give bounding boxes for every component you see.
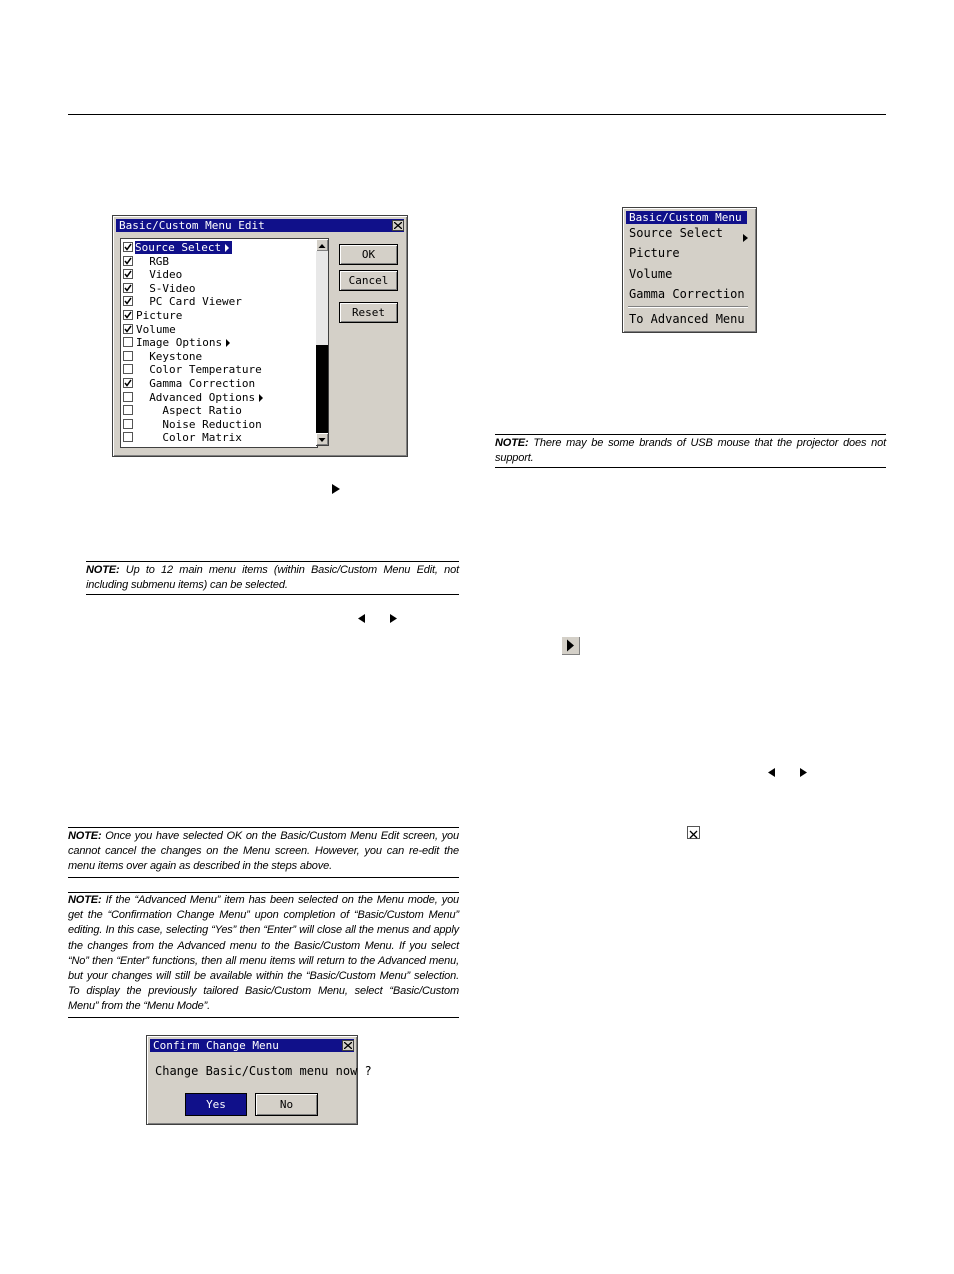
menu-item-to-advanced[interactable]: To Advanced Menu xyxy=(629,312,745,326)
checkbox[interactable] xyxy=(123,364,133,374)
menu-item-gamma-correction[interactable]: Gamma Correction xyxy=(629,287,745,301)
list-item-label: S-Video xyxy=(149,281,196,295)
check-icon xyxy=(124,379,132,387)
note-rule xyxy=(495,467,886,468)
checkbox-checked[interactable] xyxy=(123,324,133,334)
list-item[interactable] xyxy=(121,309,317,322)
list-item-label: RGB xyxy=(149,254,170,268)
reset-button[interactable]: Reset xyxy=(339,302,398,323)
ok-button[interactable]: OK xyxy=(339,244,398,265)
list-item[interactable] xyxy=(121,255,317,268)
list-item[interactable] xyxy=(121,431,317,444)
checkbox-checked[interactable] xyxy=(123,296,133,306)
note-rule xyxy=(68,877,459,878)
menu-separator xyxy=(628,306,748,308)
list-item[interactable] xyxy=(121,418,317,431)
list-item[interactable] xyxy=(121,350,317,363)
note-label: NOTE: xyxy=(68,830,102,842)
yes-button[interactable]: Yes xyxy=(185,1093,247,1116)
list-item-label: Volume xyxy=(136,322,176,336)
note-rule xyxy=(86,594,459,595)
close-icon[interactable] xyxy=(392,220,404,231)
list-item[interactable] xyxy=(121,336,317,349)
confirm-title: Confirm Change Menu xyxy=(150,1039,354,1052)
check-icon xyxy=(124,243,132,251)
list-item[interactable] xyxy=(121,241,317,254)
list-item-label: Keystone xyxy=(149,349,203,363)
note-rule xyxy=(68,1017,459,1018)
submenu-button-icon xyxy=(561,636,580,655)
list-item-label: Video xyxy=(149,268,183,282)
note-text: There may be some brands of USB mouse that the projector does not support. xyxy=(495,437,887,465)
check-icon xyxy=(124,270,132,278)
confirm-change-dialog xyxy=(146,1035,358,1125)
checkbox-checked[interactable] xyxy=(123,378,133,388)
list-item[interactable] xyxy=(121,404,317,417)
right-arrow-icon xyxy=(389,610,398,628)
note-text: If the “Advanced Menu” item has been selected on the Menu mode, you get the “Confirmation Change Menu” upon completion of “Basic/Custom Menu” editing. In this case, selecting “Yes” then “Enter” will close all the menus and apply the changes from the Advanced menu to the Basic/Custom Menu. If you select “No” then “Enter” functions, then all menu items will return to the Advanced menu, but your changes will still be available within the “Basic/Custom Menu” selection. To display the previously tailored Basic/Custom Menu, select “Basic/Custom Menu” from the “Menu Mode”. xyxy=(68,894,460,1013)
note-cancel-changes xyxy=(68,829,459,875)
note-rule xyxy=(86,561,459,562)
menu-item-source-select[interactable]: Source Select xyxy=(629,226,723,240)
checkbox-checked[interactable] xyxy=(123,283,133,293)
note-usb-mouse xyxy=(495,436,886,466)
list-item-label: Picture xyxy=(136,309,183,322)
confirm-message: Change Basic/Custom menu now ? xyxy=(155,1064,372,1078)
list-item[interactable] xyxy=(121,323,317,336)
checkbox[interactable] xyxy=(123,337,133,347)
right-arrow-icon xyxy=(799,764,808,782)
note-text: Once you have selected OK on the Basic/Custom Menu Edit screen, you cannot cancel the changes on the Menu screen. However, you can re-edit the menu items over again as described in the steps above. xyxy=(68,830,459,873)
list-item[interactable] xyxy=(121,295,317,308)
check-icon xyxy=(124,311,132,319)
menu-edit-title: Basic/Custom Menu Edit xyxy=(116,219,404,232)
checkbox-checked[interactable] xyxy=(123,310,133,320)
submenu-arrow-icon xyxy=(226,339,230,347)
note-rule xyxy=(68,827,459,828)
scroll-down-button[interactable] xyxy=(316,433,328,445)
check-icon xyxy=(124,257,132,265)
list-item-label: Color Temperature xyxy=(149,363,262,377)
check-icon xyxy=(124,297,132,305)
checkbox[interactable] xyxy=(123,351,133,361)
submenu-arrow-icon xyxy=(259,394,263,402)
check-icon xyxy=(124,284,132,292)
scroll-thumb[interactable] xyxy=(316,345,328,433)
list-item-label: Advanced Options xyxy=(149,391,263,404)
checkbox-checked[interactable] xyxy=(123,256,133,266)
checkbox[interactable] xyxy=(123,432,133,442)
note-advanced-menu xyxy=(68,893,459,1015)
no-button[interactable]: No xyxy=(255,1093,318,1116)
down-arrow-icon xyxy=(316,434,328,446)
note-label: NOTE: xyxy=(86,564,120,576)
left-arrow-icon xyxy=(357,610,366,628)
list-item-label: Gamma Correction xyxy=(149,377,256,390)
note-text: Up to 12 main menu items (within Basic/Custom Menu Edit, not including submenu items) can be selected. xyxy=(86,564,459,592)
scroll-up-button[interactable] xyxy=(316,239,328,251)
submenu-arrow-icon xyxy=(225,244,229,252)
checkbox-checked[interactable] xyxy=(123,242,133,252)
note-max-items xyxy=(86,563,459,593)
checkbox[interactable] xyxy=(123,392,133,402)
list-item[interactable] xyxy=(121,268,317,281)
list-scrollbar[interactable] xyxy=(316,238,329,446)
list-item-label: Noise Reduction xyxy=(162,417,262,431)
list-item-label: PC Card Viewer xyxy=(149,295,242,309)
note-label: NOTE: xyxy=(495,437,529,449)
left-arrow-icon xyxy=(767,764,776,782)
list-item-label: Aspect Ratio xyxy=(162,404,242,418)
basic-menu-title: Basic/Custom Menu xyxy=(626,211,747,224)
menu-item-list[interactable] xyxy=(120,238,318,448)
list-item[interactable] xyxy=(121,377,317,390)
list-item[interactable] xyxy=(121,282,317,295)
list-item-label: Color Matrix xyxy=(162,431,242,445)
up-arrow-icon xyxy=(316,240,328,252)
menu-item-picture[interactable]: Picture xyxy=(629,246,680,260)
header-rule xyxy=(68,114,886,115)
check-icon xyxy=(124,325,132,333)
list-item[interactable] xyxy=(121,391,317,404)
checkbox-checked[interactable] xyxy=(123,269,133,279)
close-icon xyxy=(687,826,700,839)
submenu-arrow-icon xyxy=(743,229,748,247)
list-item[interactable] xyxy=(121,363,317,376)
note-rule xyxy=(495,434,886,435)
list-item-label: Image Options xyxy=(136,336,230,349)
cancel-button[interactable]: Cancel xyxy=(339,270,398,291)
menu-item-volume[interactable]: Volume xyxy=(629,267,673,281)
checkbox[interactable] xyxy=(123,419,133,429)
note-label: NOTE: xyxy=(68,894,102,906)
list-item-label: Source Select xyxy=(135,241,232,254)
close-icon[interactable] xyxy=(342,1040,354,1051)
right-arrow-icon xyxy=(331,481,341,499)
checkbox[interactable] xyxy=(123,405,133,415)
